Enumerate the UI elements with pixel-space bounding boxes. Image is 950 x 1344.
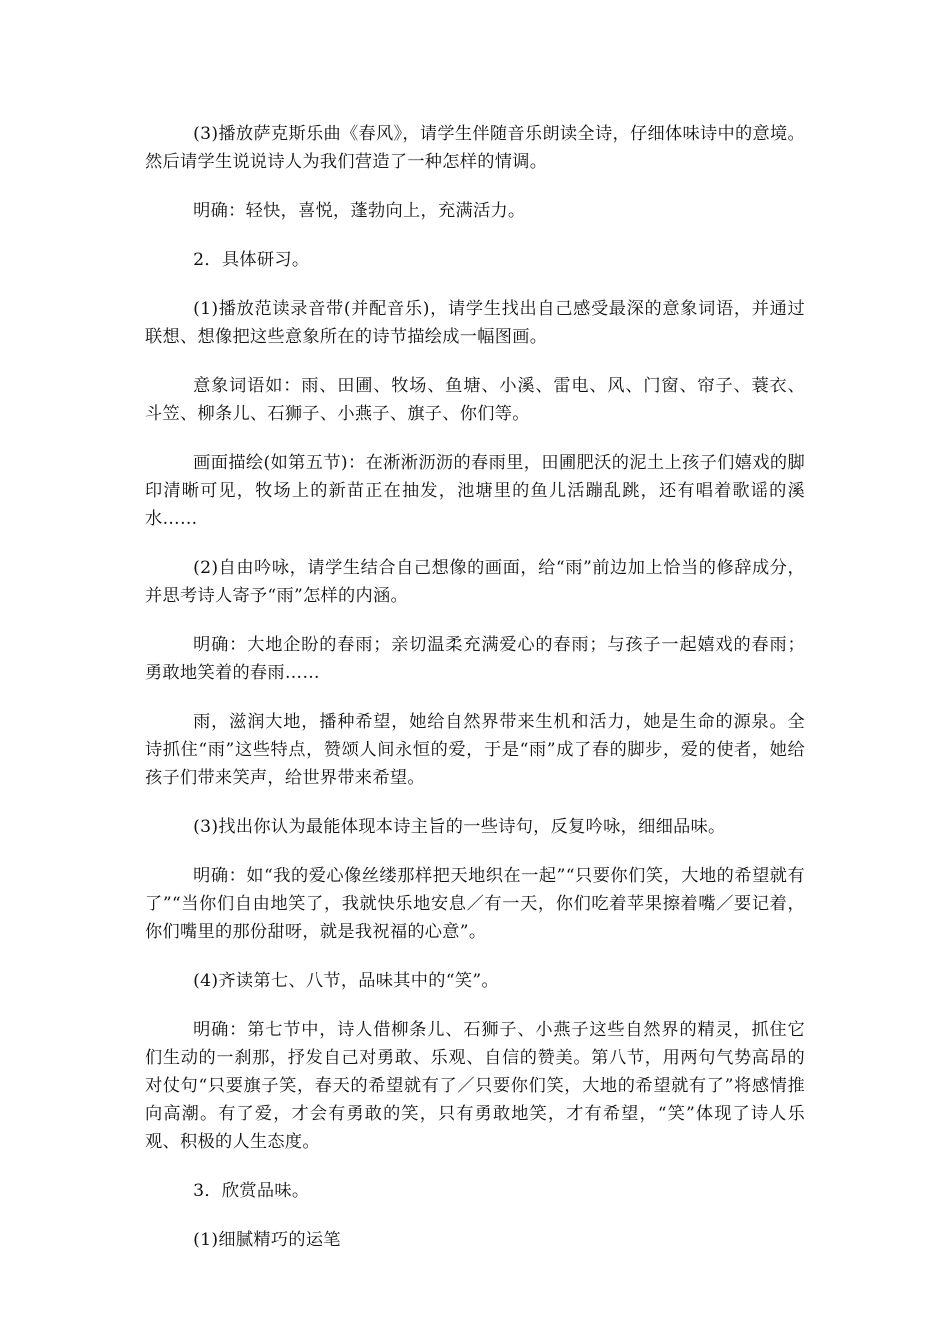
- paragraph: (2)自由吟咏，请学生结合自己想像的画面，给“雨”前边加上恰当的修辞成分，并思考诗人寄予“雨”怎样的内涵。: [145, 558, 805, 606]
- paragraph: 明确：第七节中，诗人借柳条儿、石狮子、小燕子这些自然界的精灵，抓住它们生动的一刹那，抒发自己对勇敢、乐观、自信的赞美。第八节，用两句气势高昂的对仗句“只要旗子笑，春天的希望就有了／只要你们笑，大地的希望就有了”将感情推向高潮。有了爱，才会有勇敢的笑，只有勇敢地笑，才有希望，“笑”体现了诗人乐观、积极的人生态度。: [145, 1020, 805, 1152]
- paragraph: 明确：如“我的爱心像丝缕那样把天地织在一起”“只要你们笑，大地的希望就有了”“当你们自由地笑了，我就快乐地安息／有一天，你们吃着苹果擦着嘴／要记着，你们嘴里的那份甜呀，就是我祝福的心意”。: [145, 866, 805, 942]
- paragraph: 明确：轻快，喜悦，蓬勃向上，充满活力。: [193, 201, 526, 221]
- paragraph: 雨，滋润大地，播种希望，她给自然界带来生机和活力，她是生命的源泉。全诗抓住“雨”这些特点，赞颂人间永恒的爱，于是“雨”成了春的脚步，爱的使者，她给孩子们带来笑声，给世界带来希望。: [145, 712, 805, 788]
- paragraph: (1)播放范读录音带(并配音乐)，请学生找出自己感受最深的意象词语，并通过联想、想像把这些意象所在的诗节描绘成一幅图画。: [145, 299, 805, 347]
- paragraph: 明确：大地企盼的春雨；亲切温柔充满爱心的春雨；与孩子一起嬉戏的春雨；勇敢地笑着的春雨……: [145, 635, 805, 683]
- paragraph: 意象词语如：雨、田圃、牧场、鱼塘、小溪、雷电、风、门窗、帘子、蓑衣、斗笠、柳条儿、石狮子、小燕子、旗子、你们等。: [145, 376, 805, 424]
- paragraph: 画面描绘(如第五节)：在淅淅沥沥的春雨里，田圃肥沃的泥土上孩子们嬉戏的脚印清晰可见，牧场上的新苗正在抽发，池塘里的鱼儿活蹦乱跳，还有唱着歌谣的溪水……: [145, 453, 805, 529]
- paragraph: (4)齐读第七、八节，品味其中的“笑”。: [193, 971, 499, 991]
- paragraph: (1)细腻精巧的运笔: [193, 1230, 341, 1250]
- paragraph: (3)播放萨克斯乐曲《春风》，请学生伴随音乐朗读全诗，仔细体味诗中的意境。然后请学生说说诗人为我们营造了一种怎样的情调。: [145, 124, 805, 172]
- paragraph: (3)找出你认为最能体现本诗主旨的一些诗句，反复吟咏，细细品味。: [193, 817, 726, 837]
- paragraph: 3．欣赏品味。: [193, 1181, 310, 1201]
- paragraph: 2．具体研习。: [193, 250, 310, 270]
